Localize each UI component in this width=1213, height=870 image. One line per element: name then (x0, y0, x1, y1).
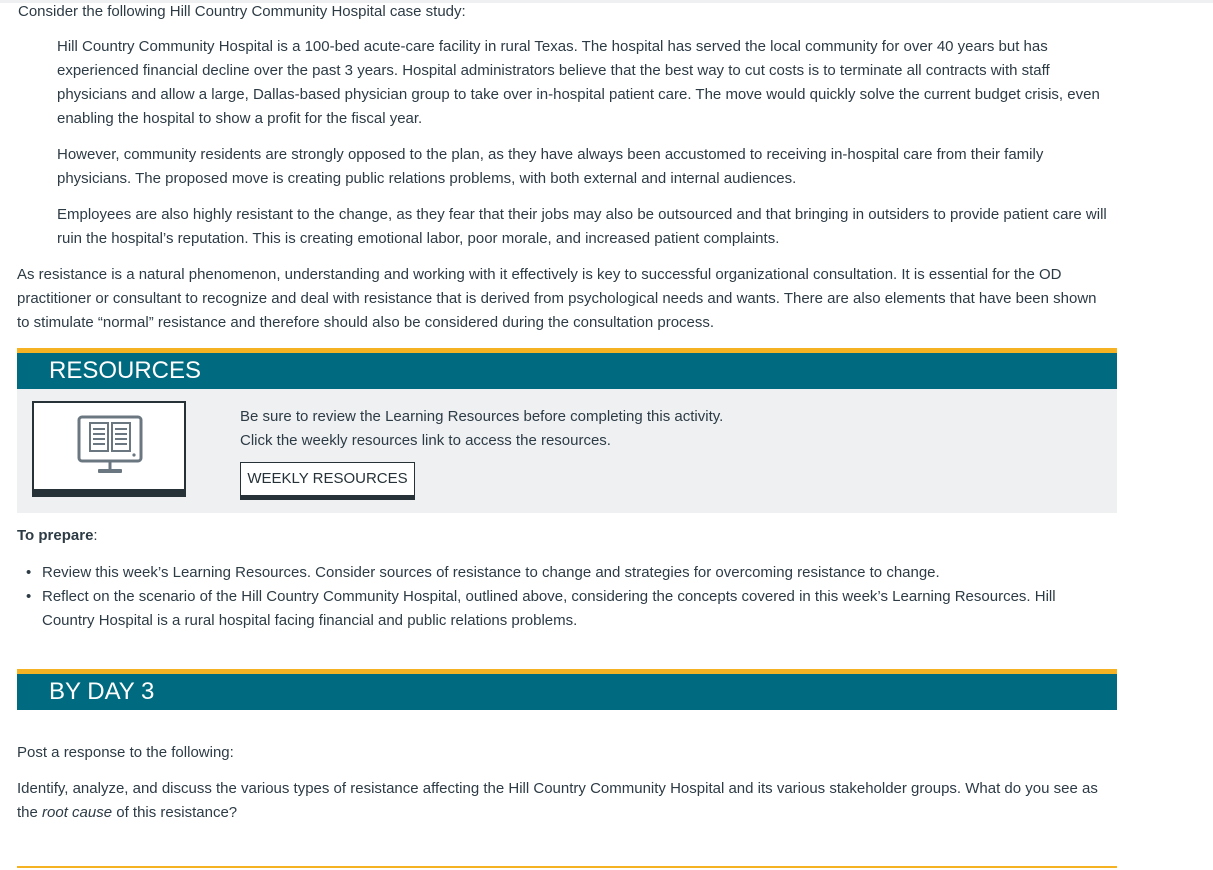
post-instruction: Post a response to the following: (17, 744, 234, 761)
resources-line-2: Click the weekly resources link to access the resources. (240, 432, 611, 449)
bottom-divider (17, 866, 1117, 868)
prepare-colon: : (93, 527, 98, 544)
intro-text: Consider the following Hill Country Community Hospital case study: (18, 3, 466, 20)
monitor-book-icon (34, 403, 184, 489)
prepare-label: To prepare (17, 527, 94, 544)
prepare-heading (17, 524, 1107, 548)
case-study-paragraph-2: However, community residents are strongly opposed to the plan, as they have always been accustomed to receiving in-hospital care from their family physicians. The proposed move is creating public relations problems, with both external and internal audiences. (57, 146, 1044, 187)
discussion-question (17, 777, 1107, 825)
resources-heading: RESOURCES (49, 357, 202, 384)
question-text-end: of this resistance? (112, 804, 238, 821)
question-emphasis: root cause (42, 804, 113, 821)
case-study-paragraph-3: Employees are also highly resistant to the change, as they fear that their jobs may also be outsourced and that bringing in outsiders to provide patient care will ruin the hospital’s reputation. This is creating emotional labor, poor morale, and increased patient complaints. (57, 206, 1107, 247)
prepare-list (26, 561, 1111, 633)
list-item: • Review this week’s Learning Resources. Consider sources of resistance to change and strategies for overcoming resistance to change. (26, 561, 1111, 585)
list-item: • Reflect on the scenario of the Hill Country Community Hospital, outlined above, considering the concepts covered in this week’s Learning Resources. Hill Country Hospital is a rural hospital facing financial and public relations problems. (26, 585, 1111, 633)
resources-line-1: Be sure to review the Learning Resources before completing this activity. (240, 408, 724, 425)
day3-heading: BY DAY 3 (49, 678, 155, 705)
case-study-paragraph-1: Hill Country Community Hospital is a 100-bed acute-care facility in rural Texas. The hospital has served the local community for over 40 years but has experienced financial decline over the past 3 years. Hospital administrators believe that the best way to cut costs is to terminate all contracts with staff physicians and allow a large, Dallas-based physician group to take over in-hospital patient care. The move would quickly solve the current budget crisis, even enabling the hospital to show a profit for the fiscal year. (57, 38, 1100, 127)
day3-banner (17, 669, 1117, 710)
resources-illustration (32, 401, 186, 497)
resources-text (240, 405, 723, 453)
question-text-start: Identify, analyze, and discuss the various types of resistance affecting the Hill Country Community Hospital and its various stakeholder groups. What do you see as the (17, 780, 1098, 821)
resources-banner (17, 348, 1117, 389)
resources-panel (17, 389, 1117, 513)
weekly-resources-button[interactable]: WEEKLY RESOURCES (240, 462, 415, 500)
resistance-paragraph: As resistance is a natural phenomenon, understanding and working with it effectively is key to successful organizational consultation. It is essential for the OD practitioner or consultant to recognize and deal with resistance that is derived from psychological needs and wants. There are also elements that have been shown to stimulate “normal” resistance and therefore should also be considered during the consultation process. (17, 266, 1097, 331)
